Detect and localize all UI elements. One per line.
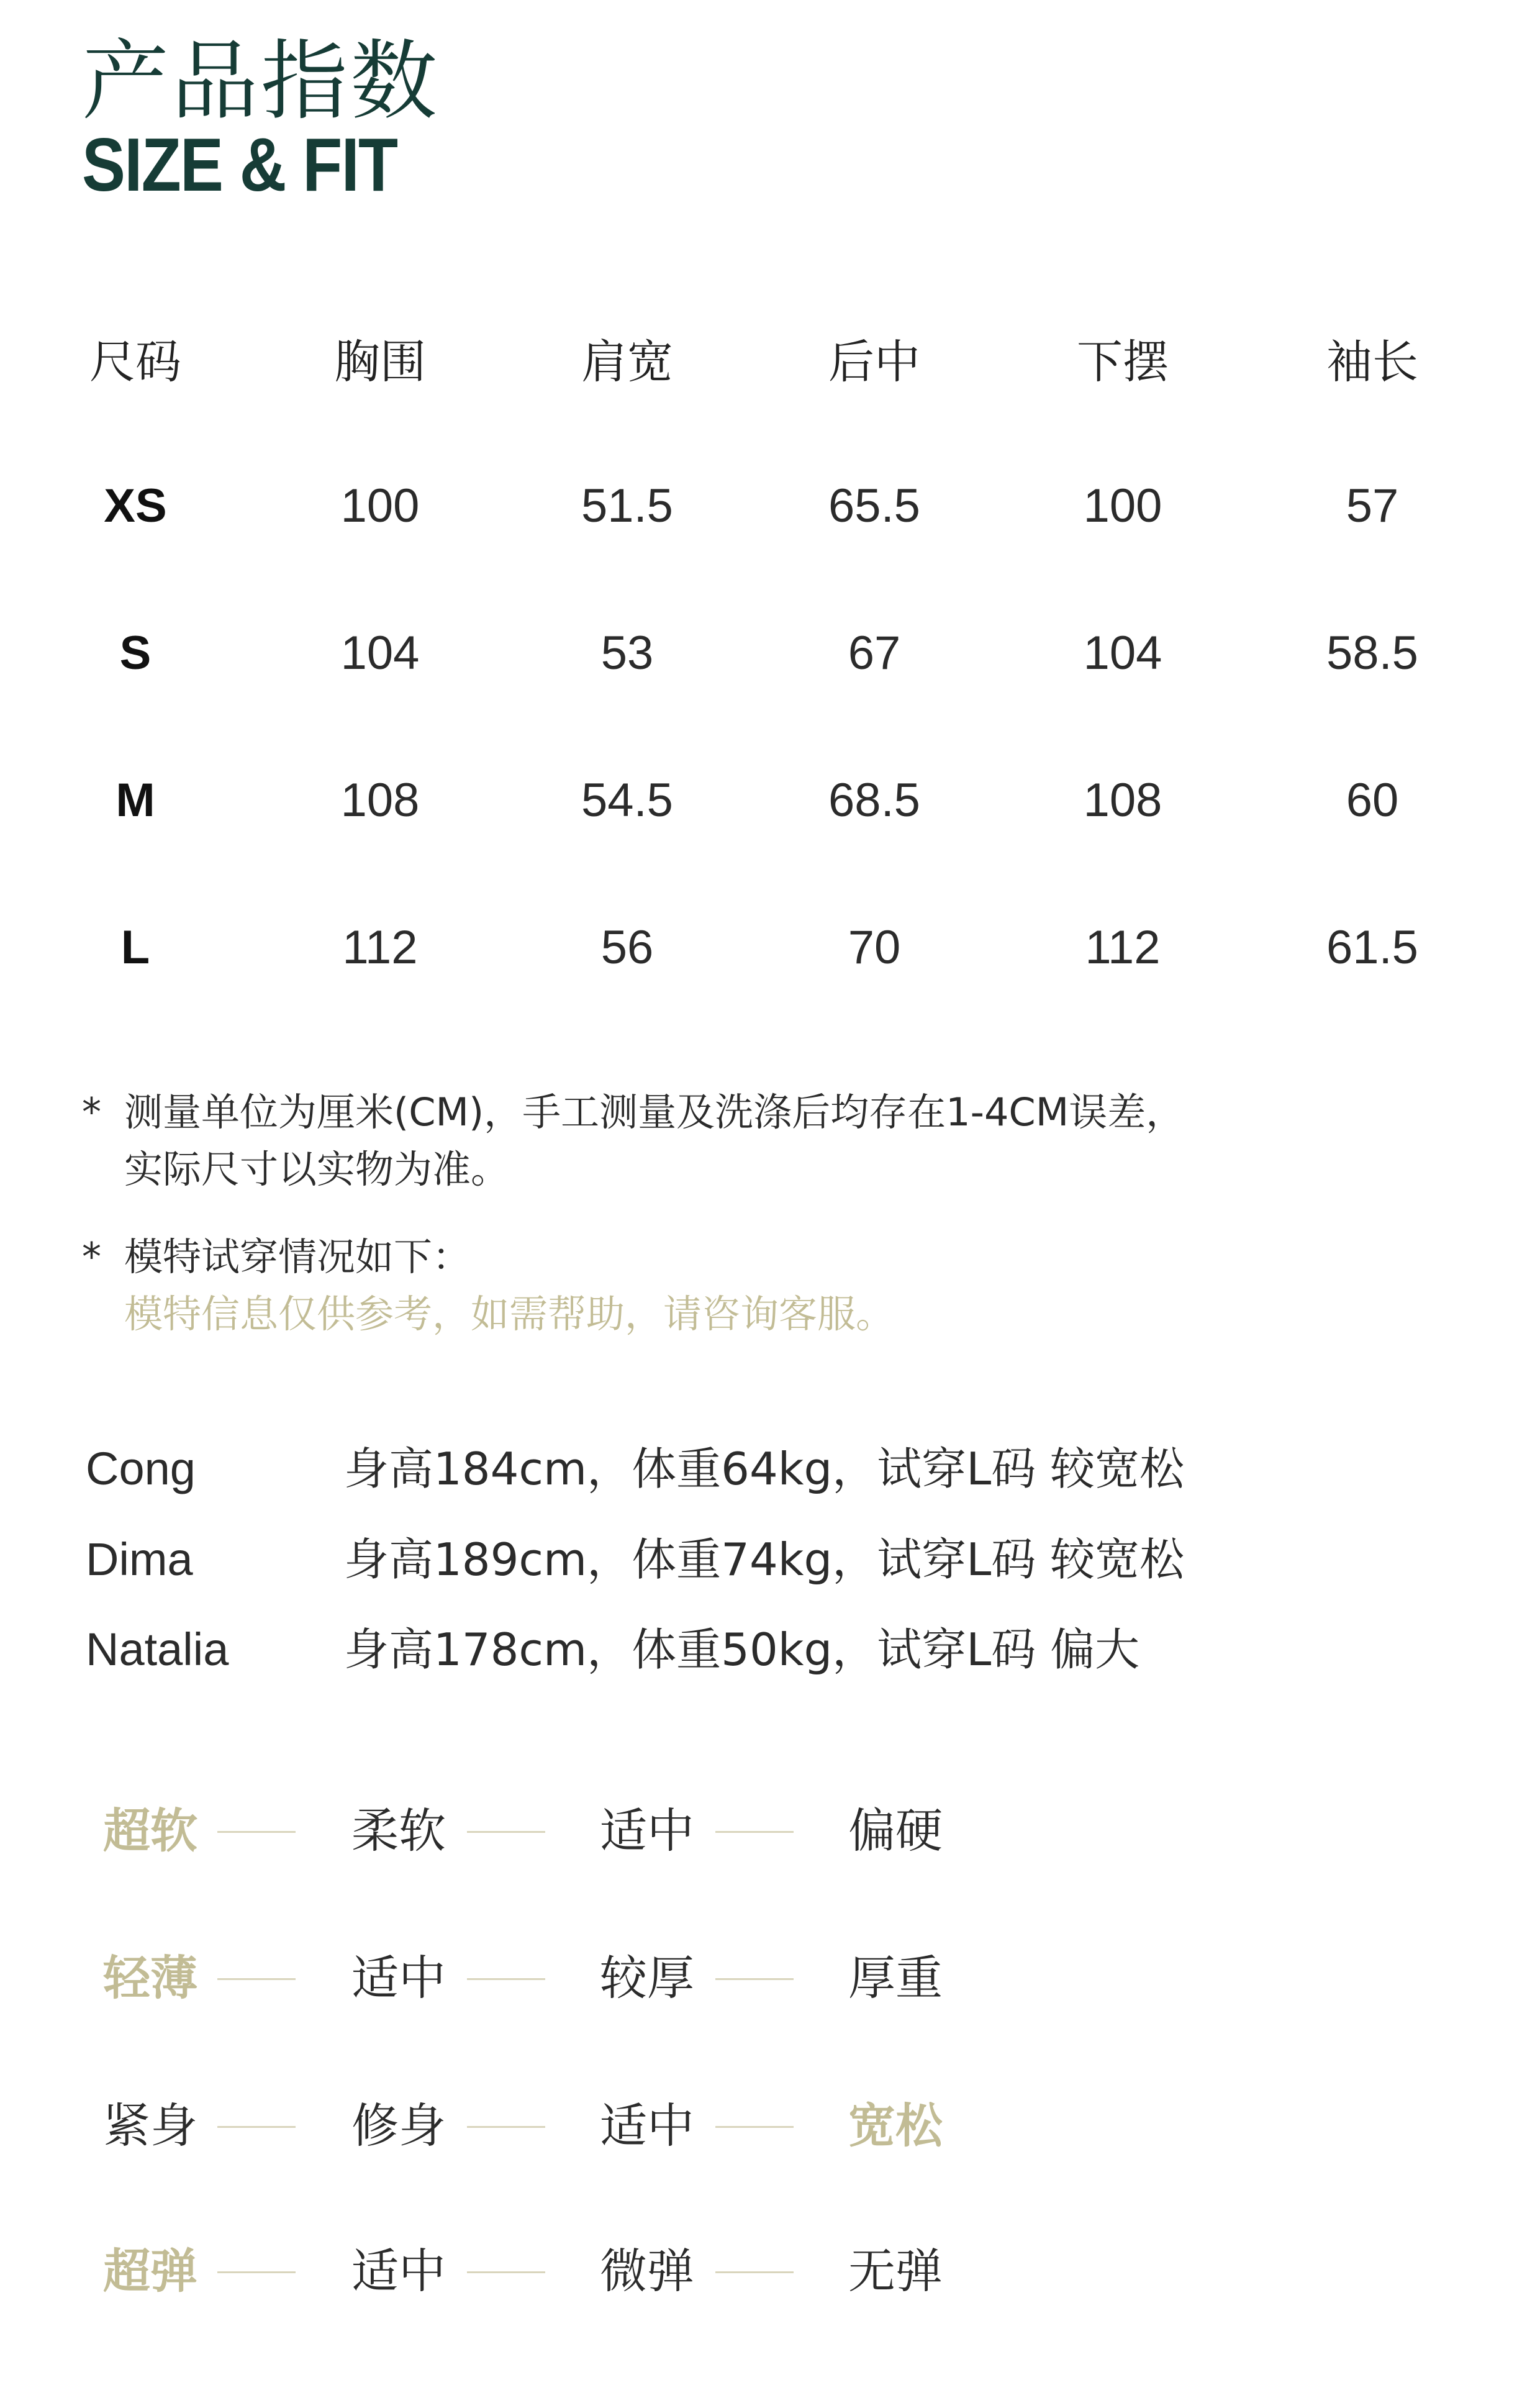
table-cell: 100 — [1083, 479, 1162, 532]
table-cell: 57 — [1346, 479, 1399, 532]
size-table — [0, 0, 1540, 1056]
table-header-cell: 后中 — [828, 335, 920, 389]
scale-option-selected: 宽松 — [848, 2098, 943, 2153]
scale-option: 适中 — [600, 2098, 694, 2153]
table-header-cell: 尺码 — [89, 335, 181, 389]
table-cell: 61.5 — [1326, 921, 1418, 974]
table-header-cell: 胸围 — [334, 335, 426, 389]
scale-option: 柔软 — [351, 1803, 446, 1858]
size-label: L — [120, 921, 150, 974]
scale-divider — [467, 2271, 545, 2273]
scale-row — [0, 2089, 1540, 2163]
scale-divider — [715, 1978, 794, 1980]
table-header-cell: 肩宽 — [581, 335, 673, 389]
model-fit-info: 身高184cm，体重64kg，试穿L码 较宽松 — [344, 1443, 1185, 1495]
scale-divider — [467, 1831, 545, 1833]
model-row — [86, 1619, 1139, 1681]
size-label: XS — [104, 479, 167, 532]
page-title-en: SIZE & FIT — [82, 122, 397, 207]
scale-divider — [715, 2126, 794, 2128]
scale-divider — [715, 1831, 794, 1833]
size-label: M — [116, 774, 155, 827]
model-note — [82, 1229, 894, 1343]
scale-option: 适中 — [351, 1950, 446, 2006]
model-name: Natalia — [86, 1624, 229, 1675]
model-note-line2: 模特信息仅供参考，如需帮助，请咨询客服。 — [124, 1291, 895, 1337]
scale-option: 偏硬 — [848, 1803, 943, 1858]
scale-divider — [217, 2271, 296, 2273]
table-cell: 51.5 — [581, 479, 673, 532]
table-cell: 65.5 — [828, 479, 920, 532]
table-cell: 60 — [1346, 774, 1399, 827]
scale-divider — [217, 1831, 296, 1833]
note-bullet: * — [82, 1234, 101, 1279]
table-cell: 68.5 — [828, 774, 920, 827]
scale-divider — [467, 2126, 545, 2128]
model-name: Cong — [86, 1443, 196, 1494]
scale-option: 厚重 — [848, 1950, 943, 2006]
page-title-zh: 产品指数 — [82, 31, 440, 132]
table-cell: 56 — [600, 921, 654, 974]
note-bullet: * — [82, 1089, 101, 1135]
model-fit-info: 身高189cm，体重74kg，试穿L码 较宽松 — [344, 1533, 1185, 1586]
model-row — [86, 1529, 1184, 1591]
table-cell: 54.5 — [581, 774, 673, 827]
scale-divider — [467, 1978, 545, 1980]
table-cell: 112 — [1085, 921, 1161, 974]
scale-option: 微弹 — [600, 2243, 694, 2299]
size-label: S — [119, 627, 152, 679]
model-fit-info: 身高178cm，体重50kg，试穿L码 偏大 — [344, 1624, 1140, 1676]
table-cell: 67 — [848, 627, 901, 679]
scale-option: 适中 — [351, 2243, 446, 2299]
table-cell: 104 — [340, 627, 420, 679]
scale-option: 修身 — [351, 2098, 446, 2153]
scale-option: 较厚 — [600, 1950, 694, 2006]
scale-option-selected: 超软 — [103, 1803, 197, 1858]
table-cell: 58.5 — [1326, 627, 1418, 679]
table-header-cell: 袖长 — [1326, 335, 1418, 389]
measurement-note-line1: 测量单位为厘米(CM)，手工测量及洗涤后均存在1-4CM误差， — [124, 1089, 1185, 1135]
scale-row — [0, 2234, 1540, 2309]
measurement-note — [82, 1084, 1184, 1198]
scale-row — [0, 1941, 1540, 2015]
table-cell: 104 — [1083, 627, 1162, 679]
scale-divider — [217, 1978, 296, 1980]
table-cell: 53 — [600, 627, 654, 679]
table-header-cell: 下摆 — [1077, 335, 1169, 389]
measurement-note-line2: 实际尺寸以实物为准。 — [124, 1147, 510, 1192]
model-note-line1: 模特试穿情况如下： — [124, 1234, 471, 1279]
scale-option: 无弹 — [848, 2243, 943, 2299]
scale-divider — [217, 2126, 296, 2128]
table-cell: 112 — [342, 921, 418, 974]
table-cell: 108 — [1083, 774, 1162, 827]
model-name: Dima — [86, 1533, 193, 1585]
scale-option-selected: 轻薄 — [103, 1950, 197, 2006]
scale-divider — [715, 2271, 794, 2273]
model-row — [86, 1438, 1184, 1500]
scale-option: 适中 — [600, 1803, 694, 1858]
table-cell: 108 — [340, 774, 420, 827]
table-cell: 70 — [848, 921, 901, 974]
scale-option: 紧身 — [103, 2098, 197, 2153]
scale-option-selected: 超弹 — [103, 2243, 197, 2299]
scale-row — [0, 1794, 1540, 1868]
table-cell: 100 — [340, 479, 420, 532]
